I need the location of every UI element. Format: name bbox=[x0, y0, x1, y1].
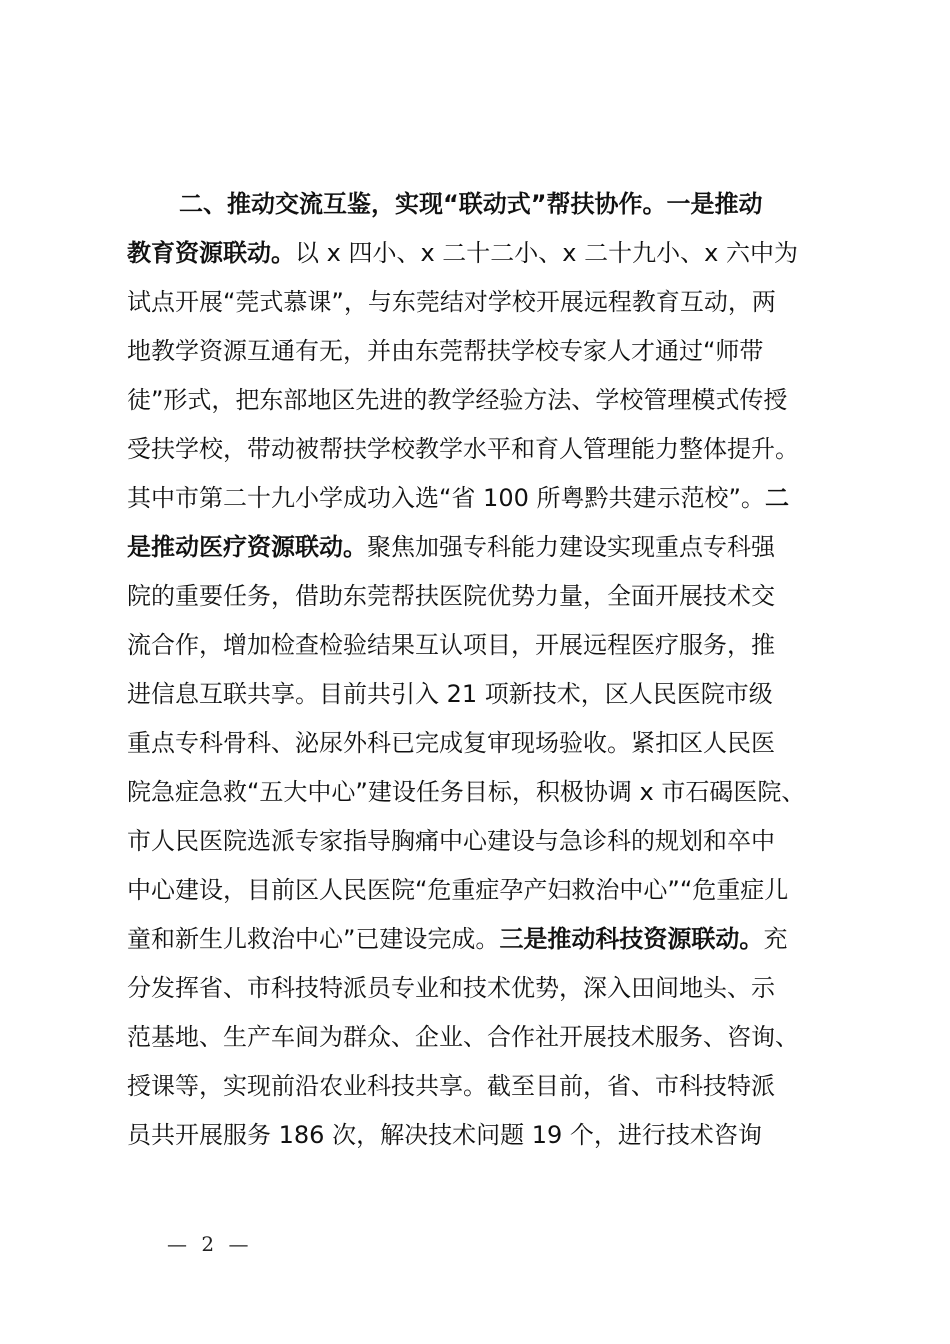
text-segment: 重点专科骨科、泌尿外科已完成复审现场验收。紧扣区人民医 bbox=[127, 729, 775, 757]
text-line bbox=[127, 425, 839, 474]
text-segment: 流合作，增加检查检验结果互认项目，开展远程医疗服务，推 bbox=[127, 631, 775, 659]
text-segment: 员共开展服务 186 次，解决技术问题 19 个，进行技术咨询 bbox=[127, 1121, 762, 1149]
text-line bbox=[127, 866, 839, 915]
text-line bbox=[127, 621, 839, 670]
text-segment: 地教学资源互通有无，并由东莞帮扶学校专家人才通过“师带 bbox=[127, 337, 764, 365]
text-line bbox=[127, 376, 839, 425]
bold-text-segment: 二 bbox=[764, 484, 789, 512]
text-line bbox=[127, 1013, 839, 1062]
bold-text-segment: 三是推动科技资源联动。 bbox=[499, 925, 764, 953]
text-line bbox=[127, 1062, 839, 1111]
text-segment: 市人民医院选派专家指导胸痛中心建设与急诊科的规划和卒中 bbox=[127, 827, 775, 855]
text-line bbox=[127, 915, 839, 964]
text-segment: 进信息互联共享。目前共引入 21 项新技术，区人民医院市级 bbox=[127, 680, 773, 708]
text-line bbox=[127, 474, 839, 523]
text-segment: 院的重要任务，借助东莞帮扶医院优势力量，全面开展技术交 bbox=[127, 582, 775, 610]
text-segment: 其中市第二十九小学成功入选“省 100 所粤黔共建示范校”。 bbox=[127, 484, 765, 512]
page-number: — 2 — bbox=[167, 1232, 253, 1256]
bold-text-segment: 二、推动交流互鉴，实现“联动式”帮扶协作。一是推动 bbox=[179, 190, 763, 218]
text-line bbox=[127, 1111, 839, 1160]
text-line bbox=[127, 180, 839, 229]
text-line bbox=[127, 523, 839, 572]
text-segment: 以 x 四小、x 二十二小、x 二十九小、x 六中为 bbox=[295, 239, 798, 267]
text-segment: 授课等，实现前沿农业科技共享。截至目前，省、市科技特派 bbox=[127, 1072, 775, 1100]
text-segment: 童和新生儿救治中心”已建设完成。 bbox=[127, 925, 500, 953]
document-body bbox=[127, 180, 839, 1160]
text-line bbox=[127, 327, 839, 376]
text-line bbox=[127, 719, 839, 768]
text-segment: 中心建设，目前区人民医院“危重症孕产妇救治中心”“危重症儿 bbox=[127, 876, 789, 904]
text-line bbox=[127, 229, 839, 278]
bold-text-segment: 教育资源联动。 bbox=[127, 239, 295, 267]
text-segment: 试点开展“莞式慕课”，与东莞结对学校开展远程教育互动，两 bbox=[127, 288, 776, 316]
text-segment: 聚焦加强专科能力建设实现重点专科强 bbox=[367, 533, 775, 561]
text-line bbox=[127, 572, 839, 621]
text-segment: 院急症急救“五大中心”建设任务目标，积极协调 x 市石碣医院、 bbox=[127, 778, 806, 806]
text-line bbox=[127, 817, 839, 866]
bold-text-segment: 是推动医疗资源联动。 bbox=[127, 533, 367, 561]
text-segment: 徒”形式，把东部地区先进的教学经验方法、学校管理模式传授 bbox=[127, 386, 788, 414]
text-segment: 范基地、生产车间为群众、企业、合作社开展技术服务、咨询、 bbox=[127, 1023, 799, 1051]
text-segment: 受扶学校，带动被帮扶学校教学水平和育人管理能力整体提升。 bbox=[127, 435, 799, 463]
text-line bbox=[127, 670, 839, 719]
text-line bbox=[127, 768, 839, 817]
text-segment: 分发挥省、市科技特派员专业和技术优势，深入田间地头、示 bbox=[127, 974, 775, 1002]
text-line bbox=[127, 278, 839, 327]
text-line bbox=[127, 964, 839, 1013]
text-segment: 充 bbox=[763, 925, 788, 953]
